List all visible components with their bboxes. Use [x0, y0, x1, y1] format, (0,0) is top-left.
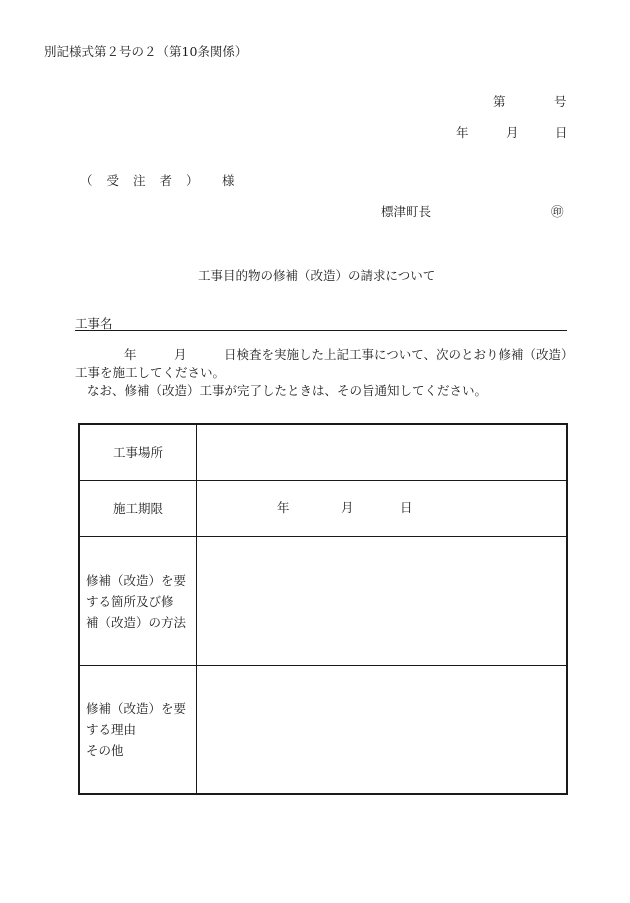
repair-reason-label-line-3: その他 — [86, 743, 124, 758]
recipient-label: （受注者） — [80, 173, 213, 188]
document-number-suffix: 号 — [554, 94, 567, 109]
repair-method-value-field[interactable] — [197, 537, 566, 665]
date-month: 月 — [506, 125, 519, 140]
request-details-table — [78, 423, 568, 795]
document-number-prefix: 第 — [493, 94, 506, 109]
repair-method-label-line-1: 修補（改造）を要 — [86, 572, 187, 588]
deadline-label — [80, 481, 197, 536]
date-year: 年 — [456, 125, 469, 140]
project-name-label: 工事名 — [75, 316, 113, 331]
repair-reason-label — [80, 666, 197, 793]
body-line-1-rest: 日検査を実施した上記工事について、次のとおり修補（改造） — [224, 347, 574, 362]
body-month: 月 — [174, 347, 187, 362]
repair-method-label-line-3: 補（改造）の方法 — [86, 614, 187, 630]
table-row-repair-method — [80, 537, 566, 666]
deadline-value-field[interactable] — [197, 481, 566, 536]
deadline-year: 年 — [277, 500, 290, 515]
body-line-3: なお、修補（改造）工事が完了したときは、その旨通知してください。 — [87, 383, 488, 398]
body-line-2: 工事を施工してください。 — [75, 365, 226, 380]
date-day: 日 — [555, 125, 568, 140]
repair-method-label — [80, 537, 197, 665]
location-label-text: 工事場所 — [112, 445, 163, 460]
table-row-location — [80, 425, 566, 481]
table-row-repair-reason — [80, 666, 566, 793]
repair-reason-value-field[interactable] — [197, 666, 566, 793]
body-line-1 — [75, 346, 574, 364]
form-id: 別記様式第２号の２（第10条関係） — [44, 44, 248, 59]
deadline-month: 月 — [341, 500, 354, 515]
deadline-label-text: 施工期限 — [112, 501, 163, 516]
project-name-underline — [75, 330, 567, 331]
seal-mark: ㊞ — [551, 204, 564, 219]
recipient-honorific: 様 — [222, 173, 235, 188]
deadline-day: 日 — [400, 500, 413, 515]
location-label — [80, 425, 197, 480]
repair-method-label-line-2: する箇所及び修 — [86, 593, 174, 609]
table-row-deadline — [80, 481, 566, 537]
location-value-field[interactable] — [197, 425, 566, 480]
request-body — [75, 346, 574, 400]
body-year: 年 — [124, 347, 137, 362]
sender-name: 標津町長 — [381, 204, 432, 219]
repair-reason-label-line-2: する理由 — [86, 722, 137, 737]
repair-reason-label-line-1: 修補（改造）を要 — [86, 701, 187, 716]
document-title: 工事目的物の修補（改造）の請求について — [198, 268, 436, 283]
